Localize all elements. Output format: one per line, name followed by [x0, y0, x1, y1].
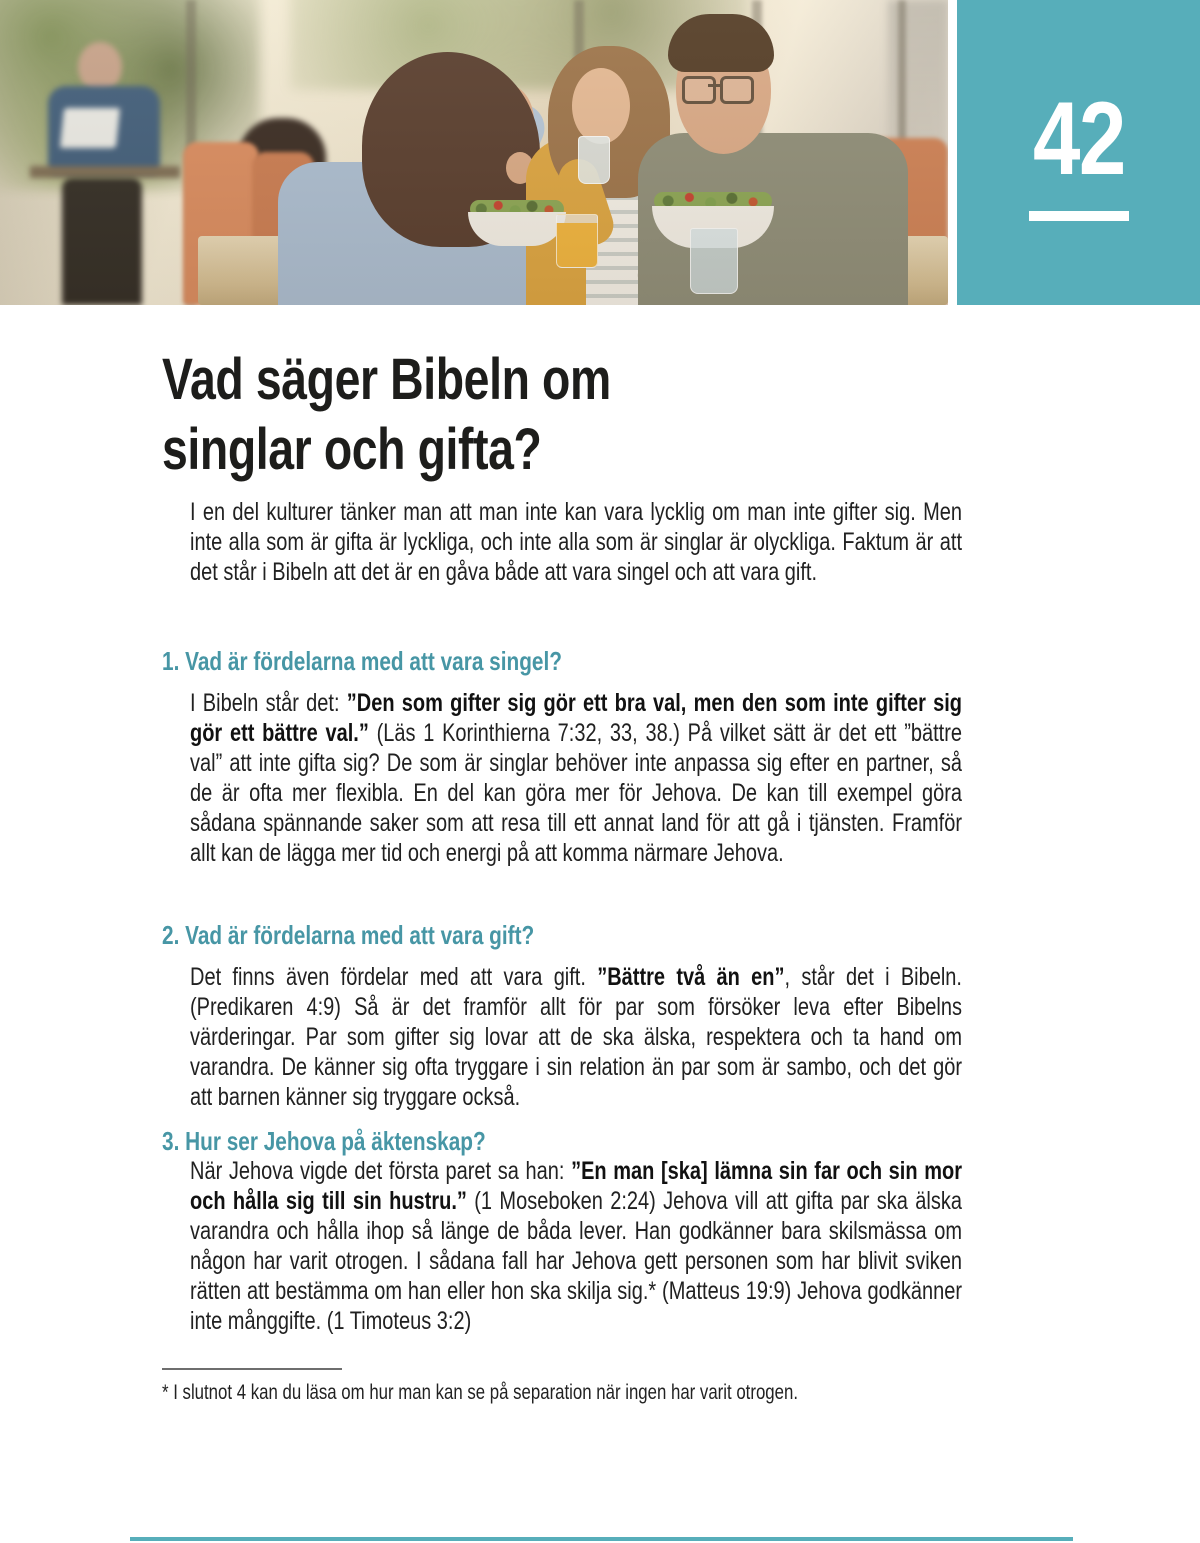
section-heading-3: 3. Hur ser Jehova på äktenskap?	[162, 1126, 486, 1156]
lesson-content	[162, 0, 962, 1543]
lesson-number: 42	[1032, 80, 1125, 197]
footnote-divider	[162, 1368, 342, 1370]
section-paragraph-3: När Jehova vigde det första paret sa han: ”En man [ska] lämna sin far och sin mor och hålla sig till sin hustru.” (1 Moseboken 2:24) Jehova vill att gifta par ska älska varandra och hålla ihop så länge de båda lever. Han godkänner bara skilsmässa om någon har varit otrogen. I sådana fall har Jehova gett personen som har blivit sviken rätten att bestämma om han eller hon ska skilja sig.* (Matteus 19:9) Jehova godkänner inte månggifte. (1 Timoteus 3:2)	[190, 1157, 962, 1335]
lesson-number-underline	[1029, 211, 1129, 221]
section-paragraph-1: I Bibeln står det: ”Den som gifter sig gör ett bra val, men den som inte gifter sig gör ett bättre val.” (Läs 1 Korinthierna 7:32, 33, 38.) På vilket sätt är det ett ”bättre val” att inte gifta sig? De som är singlar behöver inte anpassa sig efter en partner, så de är ofta mer flexibla. En del kan göra mer för Jehova. De kan till exempel göra sådana spännande saker som att resa till ett annat land för att gå i tjänsten. Framför allt kan de lägga mer tid och energi på att komma närmare Jehova.	[190, 689, 963, 867]
section-heading-1: 1. Vad är fördelarna med att vara singel?	[162, 646, 562, 676]
bottom-progress-line	[130, 1537, 1073, 1541]
footnote: * I slutnot 4 kan du läsa om hur man kan se på separation när ingen har varit otrogen.	[162, 1381, 798, 1404]
intro-paragraph: I en del kulturer tänker man att man inte kan vara lycklig om man inte gifter sig. Men inte alla som är gifta är lyckliga, och inte alla som är singlar är olyckliga. Faktum är att det står i Bibeln att det är en gåva både att vara singel och att vara gift.	[190, 498, 962, 586]
lesson-number-badge	[957, 0, 1200, 305]
section-heading-2: 2. Vad är fördelarna med att vara gift?	[162, 920, 535, 950]
section-paragraph-2: Det finns även fördelar med att vara gift. ”Bättre två än en”, står det i Bibeln. (Predikaren 4:9) Så är det framför allt för par som försöker leva efter Bibelns värderingar. Par som gifter sig lovar att de ska älska, respektera och ta hand om varandra. De känner sig ofta tryggare i sin relation än par som är sambo, och det gör att barnen känner sig tryggare också.	[190, 963, 962, 1111]
page-title: Vad säger Bibeln om singlar och gifta?	[162, 347, 611, 482]
